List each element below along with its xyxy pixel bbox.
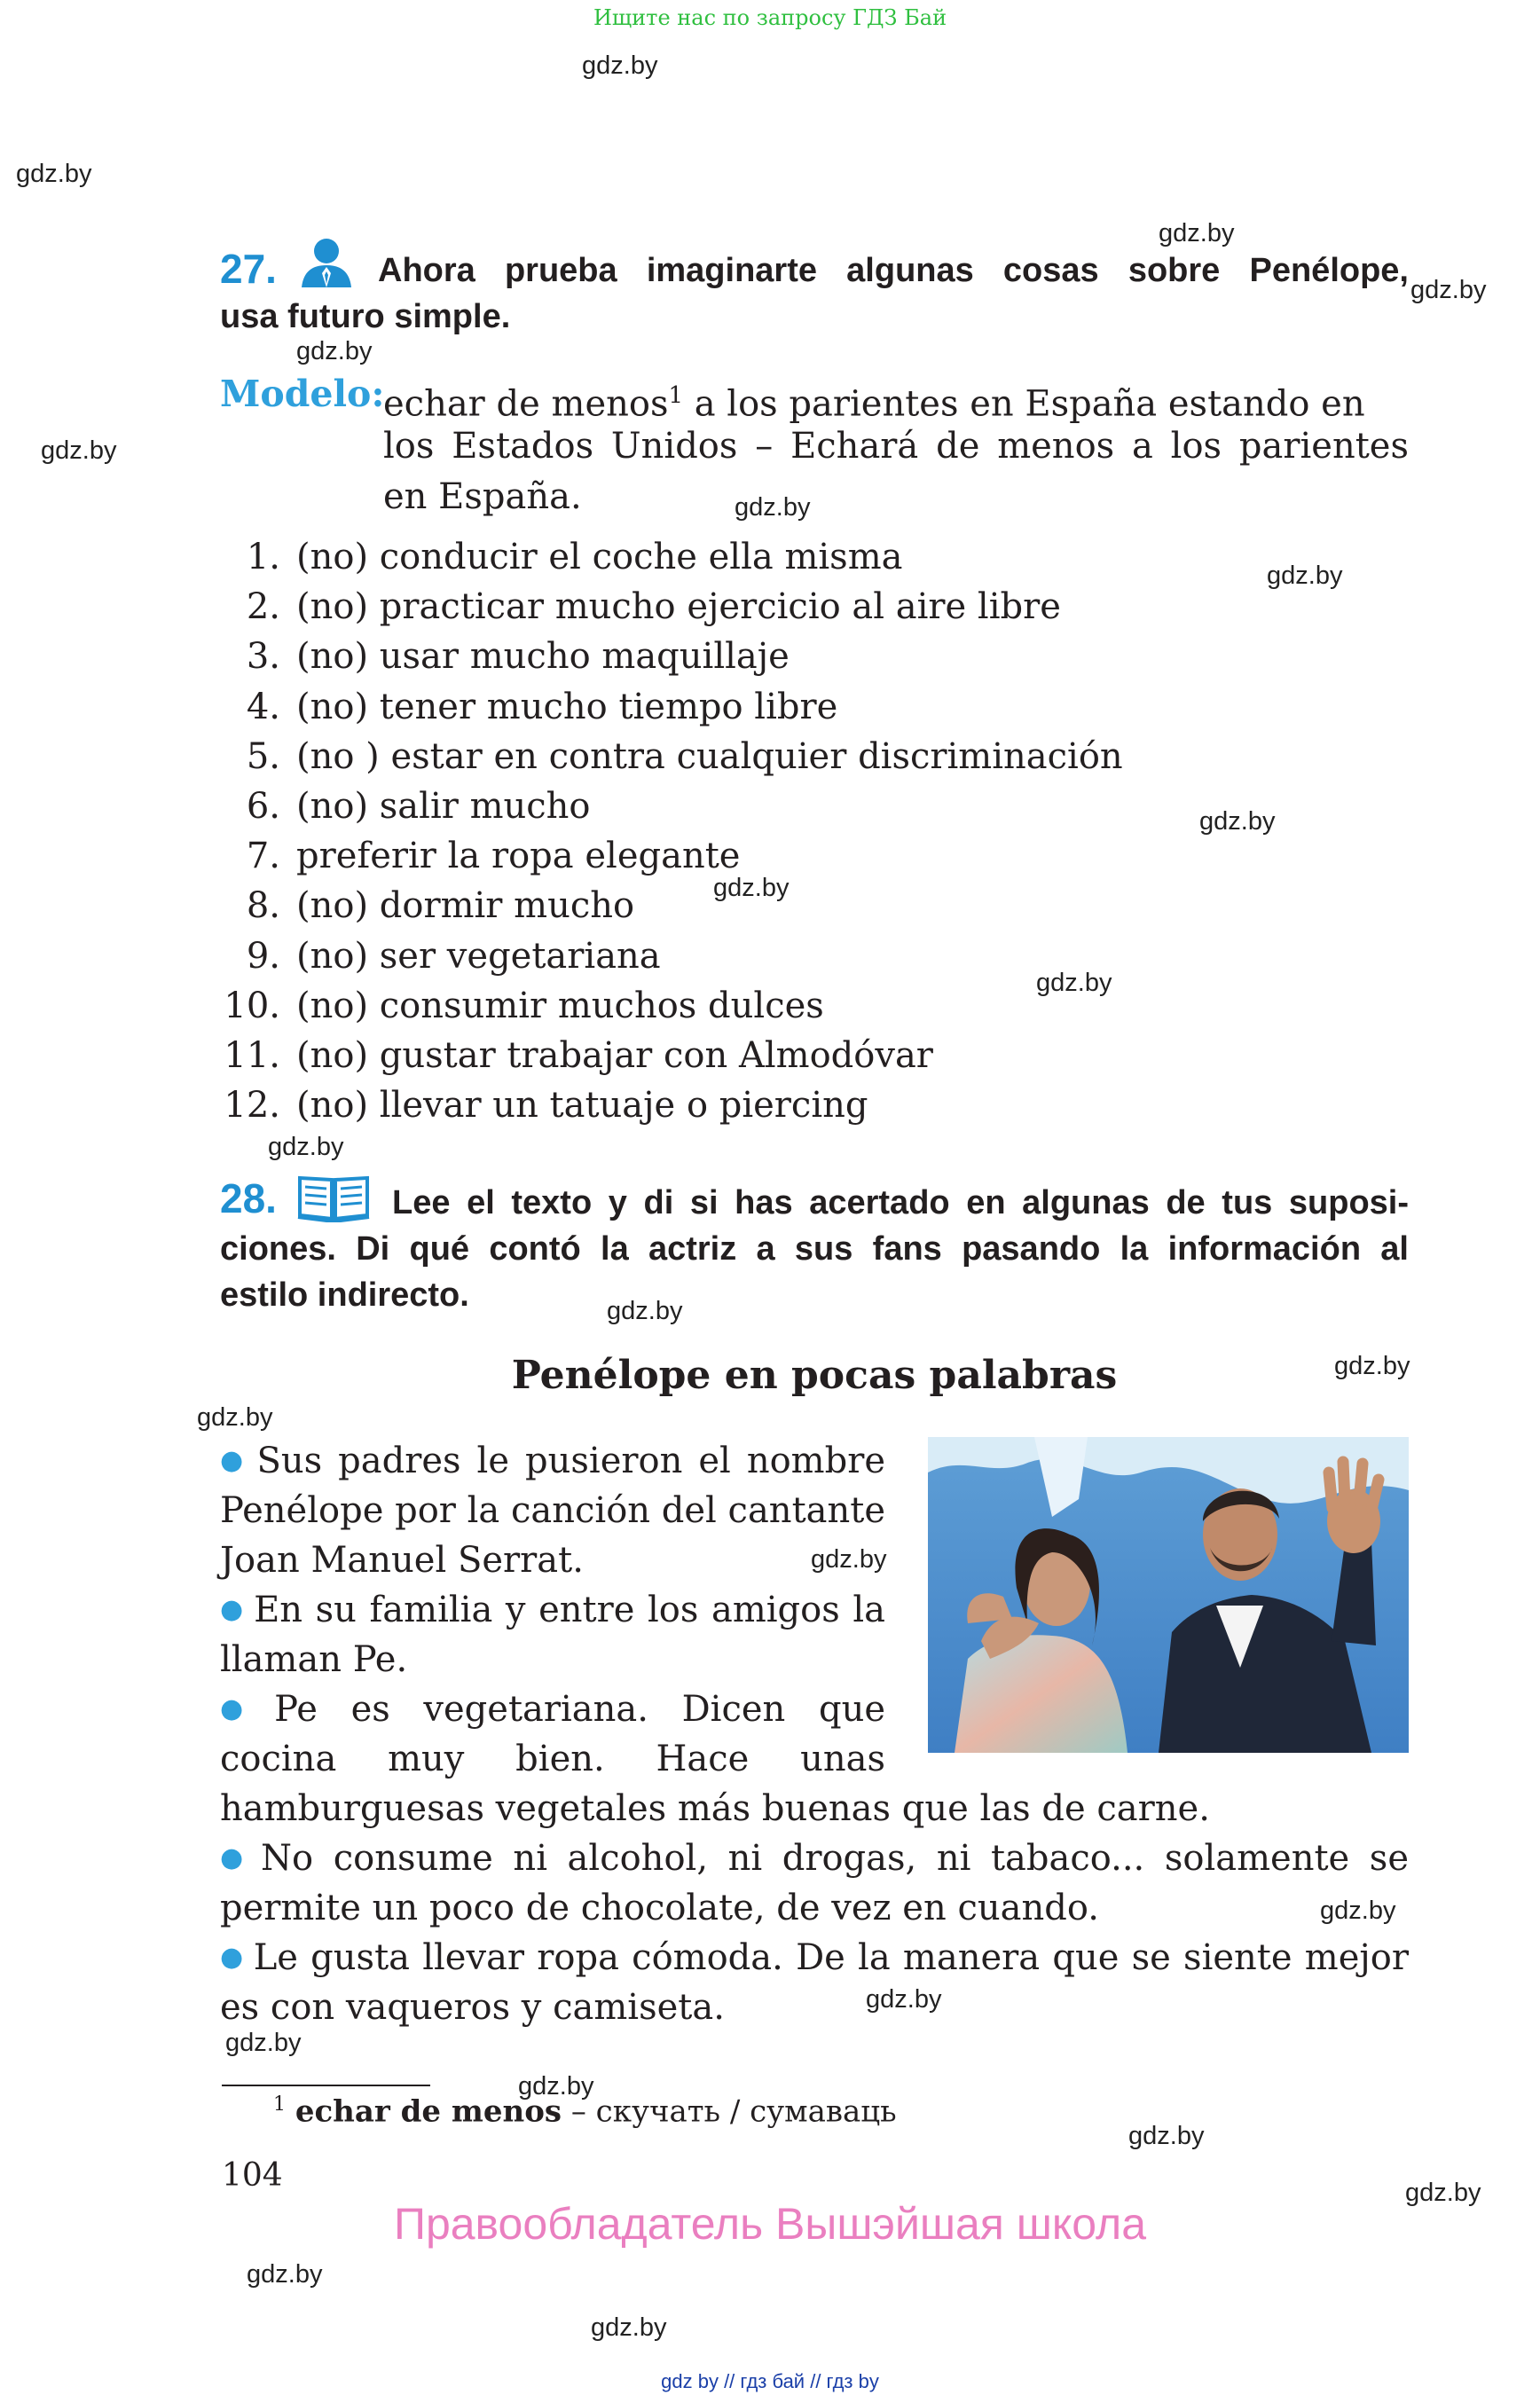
watermark: gdz.by — [16, 160, 92, 188]
list-item: 7. preferir la ropa elegante — [246, 836, 741, 877]
list-item: 2. (no) practicar mucho ejercicio al aire libre — [246, 586, 1061, 628]
watermark: gdz.by — [1267, 561, 1343, 590]
article-paragraph: ● No consume ni alcohol, ni drogas, ni tabaco... solamente se permite un poco de chocolate, de vez en cuando. — [220, 1838, 1409, 1928]
watermark: gdz.by — [713, 874, 790, 902]
person-icon — [298, 236, 355, 289]
watermark: gdz.by — [1159, 219, 1235, 247]
list-item: 11. (no) gustar trabajar con Almodóvar — [224, 1034, 933, 1076]
article-title: Penélope en pocas palabras — [511, 1353, 1118, 1398]
exercise-28-instruction: Lee el texto y di si has acertado en algunas de tus suposi- — [392, 1184, 1409, 1221]
watermark: gdz.by — [225, 2029, 302, 2057]
celebrity-photo — [928, 1437, 1409, 1753]
watermark: gdz.by — [591, 2313, 667, 2342]
watermark: gdz.by — [518, 2072, 594, 2101]
article-paragraph-cont: hamburguesas vegetales más buenas que las de carne. — [220, 1788, 1210, 1829]
bullet-icon: ● — [220, 1942, 245, 1973]
exercise-27-instruction: Ahora prueba imaginarte algunas cosas sobre Penélope, — [378, 252, 1409, 289]
bullet-icon: ● — [220, 1594, 246, 1625]
exercise-28-instruction-cont: ciones. Di qué contó la actriz a sus fans pasando la información al — [220, 1230, 1409, 1268]
article-paragraph: ● Sus padres le pusieron el nombre Penélope por la canción del cantante Joan Manuel Serrat. — [220, 1441, 885, 1581]
exercise-27-list — [220, 532, 1123, 1130]
list-item: 3. (no) usar mucho maquillaje — [246, 636, 790, 678]
list-item: 1. (no) conducir el coche ella misma — [246, 537, 903, 577]
exercise-28-number: 28. — [220, 1175, 277, 1221]
modelo-line-1: echar de menos$^1$ a los parientes en España estando en — [383, 382, 1365, 425]
watermark: gdz.by — [1128, 2122, 1205, 2150]
article-paragraph: ● Le gusta llevar ropa cómoda. De la manera que se siente mejor es con vaqueros y camiseta. — [220, 1937, 1409, 2028]
watermark: gdz.by — [607, 1297, 683, 1325]
page-number: 104 — [222, 2157, 283, 2194]
watermark: gdz.by — [1036, 969, 1112, 997]
article-paragraph: ● En su familia y entre los amigos la llaman Pe. — [220, 1590, 885, 1680]
list-item: 9. (no) ser vegetariana — [246, 935, 661, 977]
watermark: gdz.by — [1334, 1352, 1410, 1380]
article-paragraph: ● Pe es vegetariana. Dicen que cocina muy bien. Hace unas — [220, 1689, 886, 1779]
open-book-icon — [296, 1171, 371, 1222]
bullet-icon: ● — [220, 1693, 266, 1724]
watermark: gdz.by — [1410, 276, 1487, 304]
list-item: 8. (no) dormir mucho — [246, 885, 635, 927]
watermark: gdz.by — [582, 51, 658, 80]
modelo-line-3: en España. — [383, 476, 582, 517]
watermark: gdz.by — [866, 1985, 942, 2014]
footnote: $^1$ echar de menos – скучать / сумаваць — [273, 2093, 897, 2130]
watermark: gdz.by — [247, 2260, 323, 2289]
copyright-notice: Правообладатель Вышэйшая школа — [394, 2199, 1146, 2249]
watermark: gdz.by — [735, 493, 811, 522]
watermark: gdz.by — [1199, 807, 1276, 836]
watermark: gdz.by — [1320, 1896, 1396, 1925]
watermark: gdz.by — [268, 1133, 344, 1161]
list-item: 12. (no) llevar un tatuaje o piercing — [224, 1085, 868, 1127]
watermark: gdz.by — [1405, 2179, 1481, 2207]
list-item: 6. (no) salir mucho — [246, 785, 591, 827]
bullet-icon: ● — [220, 1842, 253, 1873]
top-banner[interactable]: Ищите нас по запросу ГДЗ Бай — [593, 5, 947, 30]
bullet-icon: ● — [220, 1445, 248, 1476]
watermark: gdz.by — [811, 1545, 887, 1574]
watermark: gdz.by — [197, 1403, 273, 1432]
modelo-line-2: los Estados Unidos – Echará de menos a los parientes — [383, 426, 1409, 467]
modelo-label: Modelo: — [220, 373, 385, 415]
bottom-links[interactable]: gdz by // гдз бай // гдз by — [661, 2370, 879, 2392]
list-item: 10. (no) consumir muchos dulces — [224, 985, 824, 1026]
exercise-27-number: 27. — [220, 246, 277, 292]
watermark: gdz.by — [41, 436, 117, 465]
footnote-rule — [222, 2085, 430, 2086]
exercise-28-instruction-end: estilo indirecto. — [220, 1276, 469, 1314]
list-item: 4. (no) tener mucho tiempo libre — [246, 686, 838, 727]
list-item: 5. (no ) estar en contra cualquier discriminación — [246, 735, 1123, 777]
exercise-27-instruction-cont: usa futuro simple. — [220, 298, 511, 335]
watermark: gdz.by — [296, 337, 373, 365]
